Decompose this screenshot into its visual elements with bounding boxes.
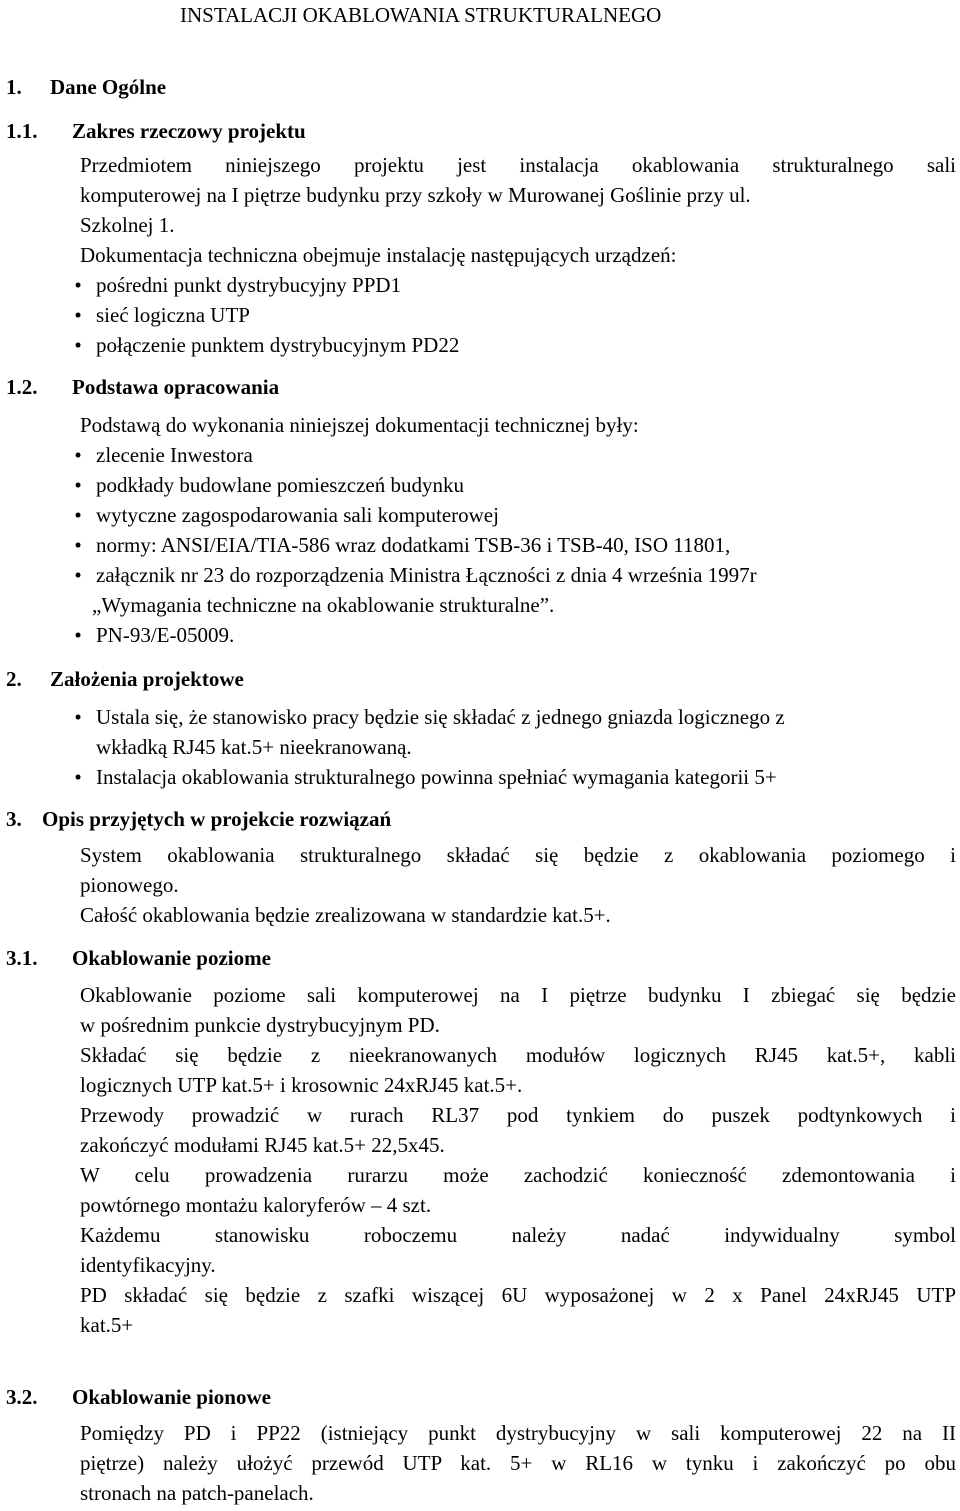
paragraph-line: Przewody prowadzić w rurach RL37 pod tynkiem do puszek podtynkowych i: [80, 1103, 956, 1127]
paragraph-line: powtórnego montażu kaloryferów – 4 szt.: [80, 1193, 432, 1217]
bullet-icon: •: [74, 273, 82, 297]
paragraph-line: Przedmiotem niniejszego projektu jest instalacja okablowania strukturalnego sali: [80, 153, 956, 177]
paragraph-line: Okablowanie poziome sali komputerowej na I piętrze budynku I zbiegać się będzie: [80, 983, 956, 1007]
bullet-icon: •: [74, 563, 82, 587]
bullet-icon: •: [74, 473, 82, 497]
section-1-1-title: Zakres rzeczowy projektu: [72, 119, 306, 143]
bullet-icon: •: [74, 705, 82, 729]
paragraph-line: piętrze) należy ułożyć przewód UTP kat. 5+ w RL16 w tynku i zakończyć po obu: [80, 1451, 956, 1475]
bullet-icon: •: [74, 765, 82, 789]
section-3-title: Opis przyjętych w projekcie rozwiązań: [42, 807, 392, 831]
list-item: zlecenie Inwestora: [96, 443, 253, 467]
paragraph-line: W celu prowadzenia rurarzu może zachodzić konieczność zdemontowania i: [80, 1163, 956, 1187]
paragraph-line: zakończyć modułami RJ45 kat.5+ 22,5x45.: [80, 1133, 445, 1157]
paragraph-line: System okablowania strukturalnego składać się będzie z okablowania poziomego i: [80, 843, 956, 867]
bullet-icon: •: [74, 333, 82, 357]
section-1-1-number: 1.1.: [6, 119, 38, 143]
list-item: normy: ANSI/EIA/TIA-586 wraz dodatkami TSB-36 i TSB-40, ISO 11801,: [96, 533, 731, 557]
paragraph-line: Pomiędzy PD i PP22 (istniejący punkt dystrybucyjny w sali komputerowej 22 na II: [80, 1421, 956, 1445]
paragraph-line: identyfikacyjny.: [80, 1253, 216, 1277]
bullet-icon: •: [74, 503, 82, 527]
section-2-number: 2.: [6, 667, 22, 691]
paragraph-line: Każdemu stanowisku roboczemu należy nadać indywidualny symbol: [80, 1223, 956, 1247]
paragraph-line: stronach na patch-panelach.: [80, 1481, 314, 1505]
section-1-2-number: 1.2.: [6, 375, 38, 399]
bullet-icon: •: [74, 303, 82, 327]
list-item: sieć logiczna UTP: [96, 303, 250, 327]
section-3-2-number: 3.2.: [6, 1385, 38, 1409]
document-title: INSTALACJI OKABLOWANIA STRUKTURALNEGO: [180, 3, 662, 27]
paragraph-line: pionowego.: [80, 873, 179, 897]
list-item: załącznik nr 23 do rozporządzenia Ministra Łączności z dnia 4 września 1997r: [96, 563, 757, 587]
bullet-icon: •: [74, 533, 82, 557]
paragraph-line: Szkolnej 1.: [80, 213, 175, 237]
section-1-2-title: Podstawa opracowania: [72, 375, 280, 399]
paragraph-line: Składać się będzie z nieekranowanych modułów logicznych RJ45 kat.5+, kabli: [80, 1043, 956, 1067]
paragraph-line: komputerowej na I piętrze budynku przy szkoły w Murowanej Goślinie przy ul.: [80, 183, 751, 207]
bullet-icon: •: [74, 443, 82, 467]
list-item-continuation: wkładką RJ45 kat.5+ nieekranowaną.: [96, 735, 412, 759]
section-1-title: Dane Ogólne: [50, 75, 167, 99]
paragraph-line: logicznych UTP kat.5+ i krosownic 24xRJ45 kat.5+.: [80, 1073, 523, 1097]
list-item: Instalacja okablowania strukturalnego powinna spełniać wymagania kategorii 5+: [96, 765, 777, 789]
list-item: Ustala się, że stanowisko pracy będzie się składać z jednego gniazda logicznego z: [96, 705, 785, 729]
bullet-icon: •: [74, 623, 82, 647]
section-3-1-number: 3.1.: [6, 946, 38, 970]
section-3-number: 3.: [6, 807, 22, 831]
paragraph-line: kat.5+: [80, 1313, 134, 1337]
paragraph-line: Podstawą do wykonania niniejszej dokumentacji technicznej były:: [80, 413, 639, 437]
list-item: pośredni punkt dystrybucyjny PPD1: [96, 273, 402, 297]
paragraph-line: PD składać się będzie z szafki wiszącej 6U wyposażonej w 2 x Panel 24xRJ45 UTP: [80, 1283, 956, 1307]
list-item: wytyczne zagospodarowania sali komputerowej: [96, 503, 499, 527]
list-item: połączenie punktem dystrybucyjnym PD22: [96, 333, 460, 357]
section-3-1-title: Okablowanie poziome: [72, 946, 271, 970]
list-item: podkłady budowlane pomieszczeń budynku: [96, 473, 464, 497]
section-2-title: Założenia projektowe: [50, 667, 244, 691]
paragraph-line: w pośrednim punkcie dystrybucyjnym PD.: [80, 1013, 440, 1037]
paragraph-line: Całość okablowania będzie zrealizowana w standardzie kat.5+.: [80, 903, 611, 927]
section-1-number: 1.: [6, 75, 22, 99]
list-item: PN-93/E-05009.: [96, 623, 235, 647]
paragraph-line: Dokumentacja techniczna obejmuje instalację następujących urządzeń:: [80, 243, 677, 267]
section-3-2-title: Okablowanie pionowe: [72, 1385, 271, 1409]
list-item-continuation: „Wymagania techniczne na okablowanie strukturalne”.: [92, 593, 555, 617]
